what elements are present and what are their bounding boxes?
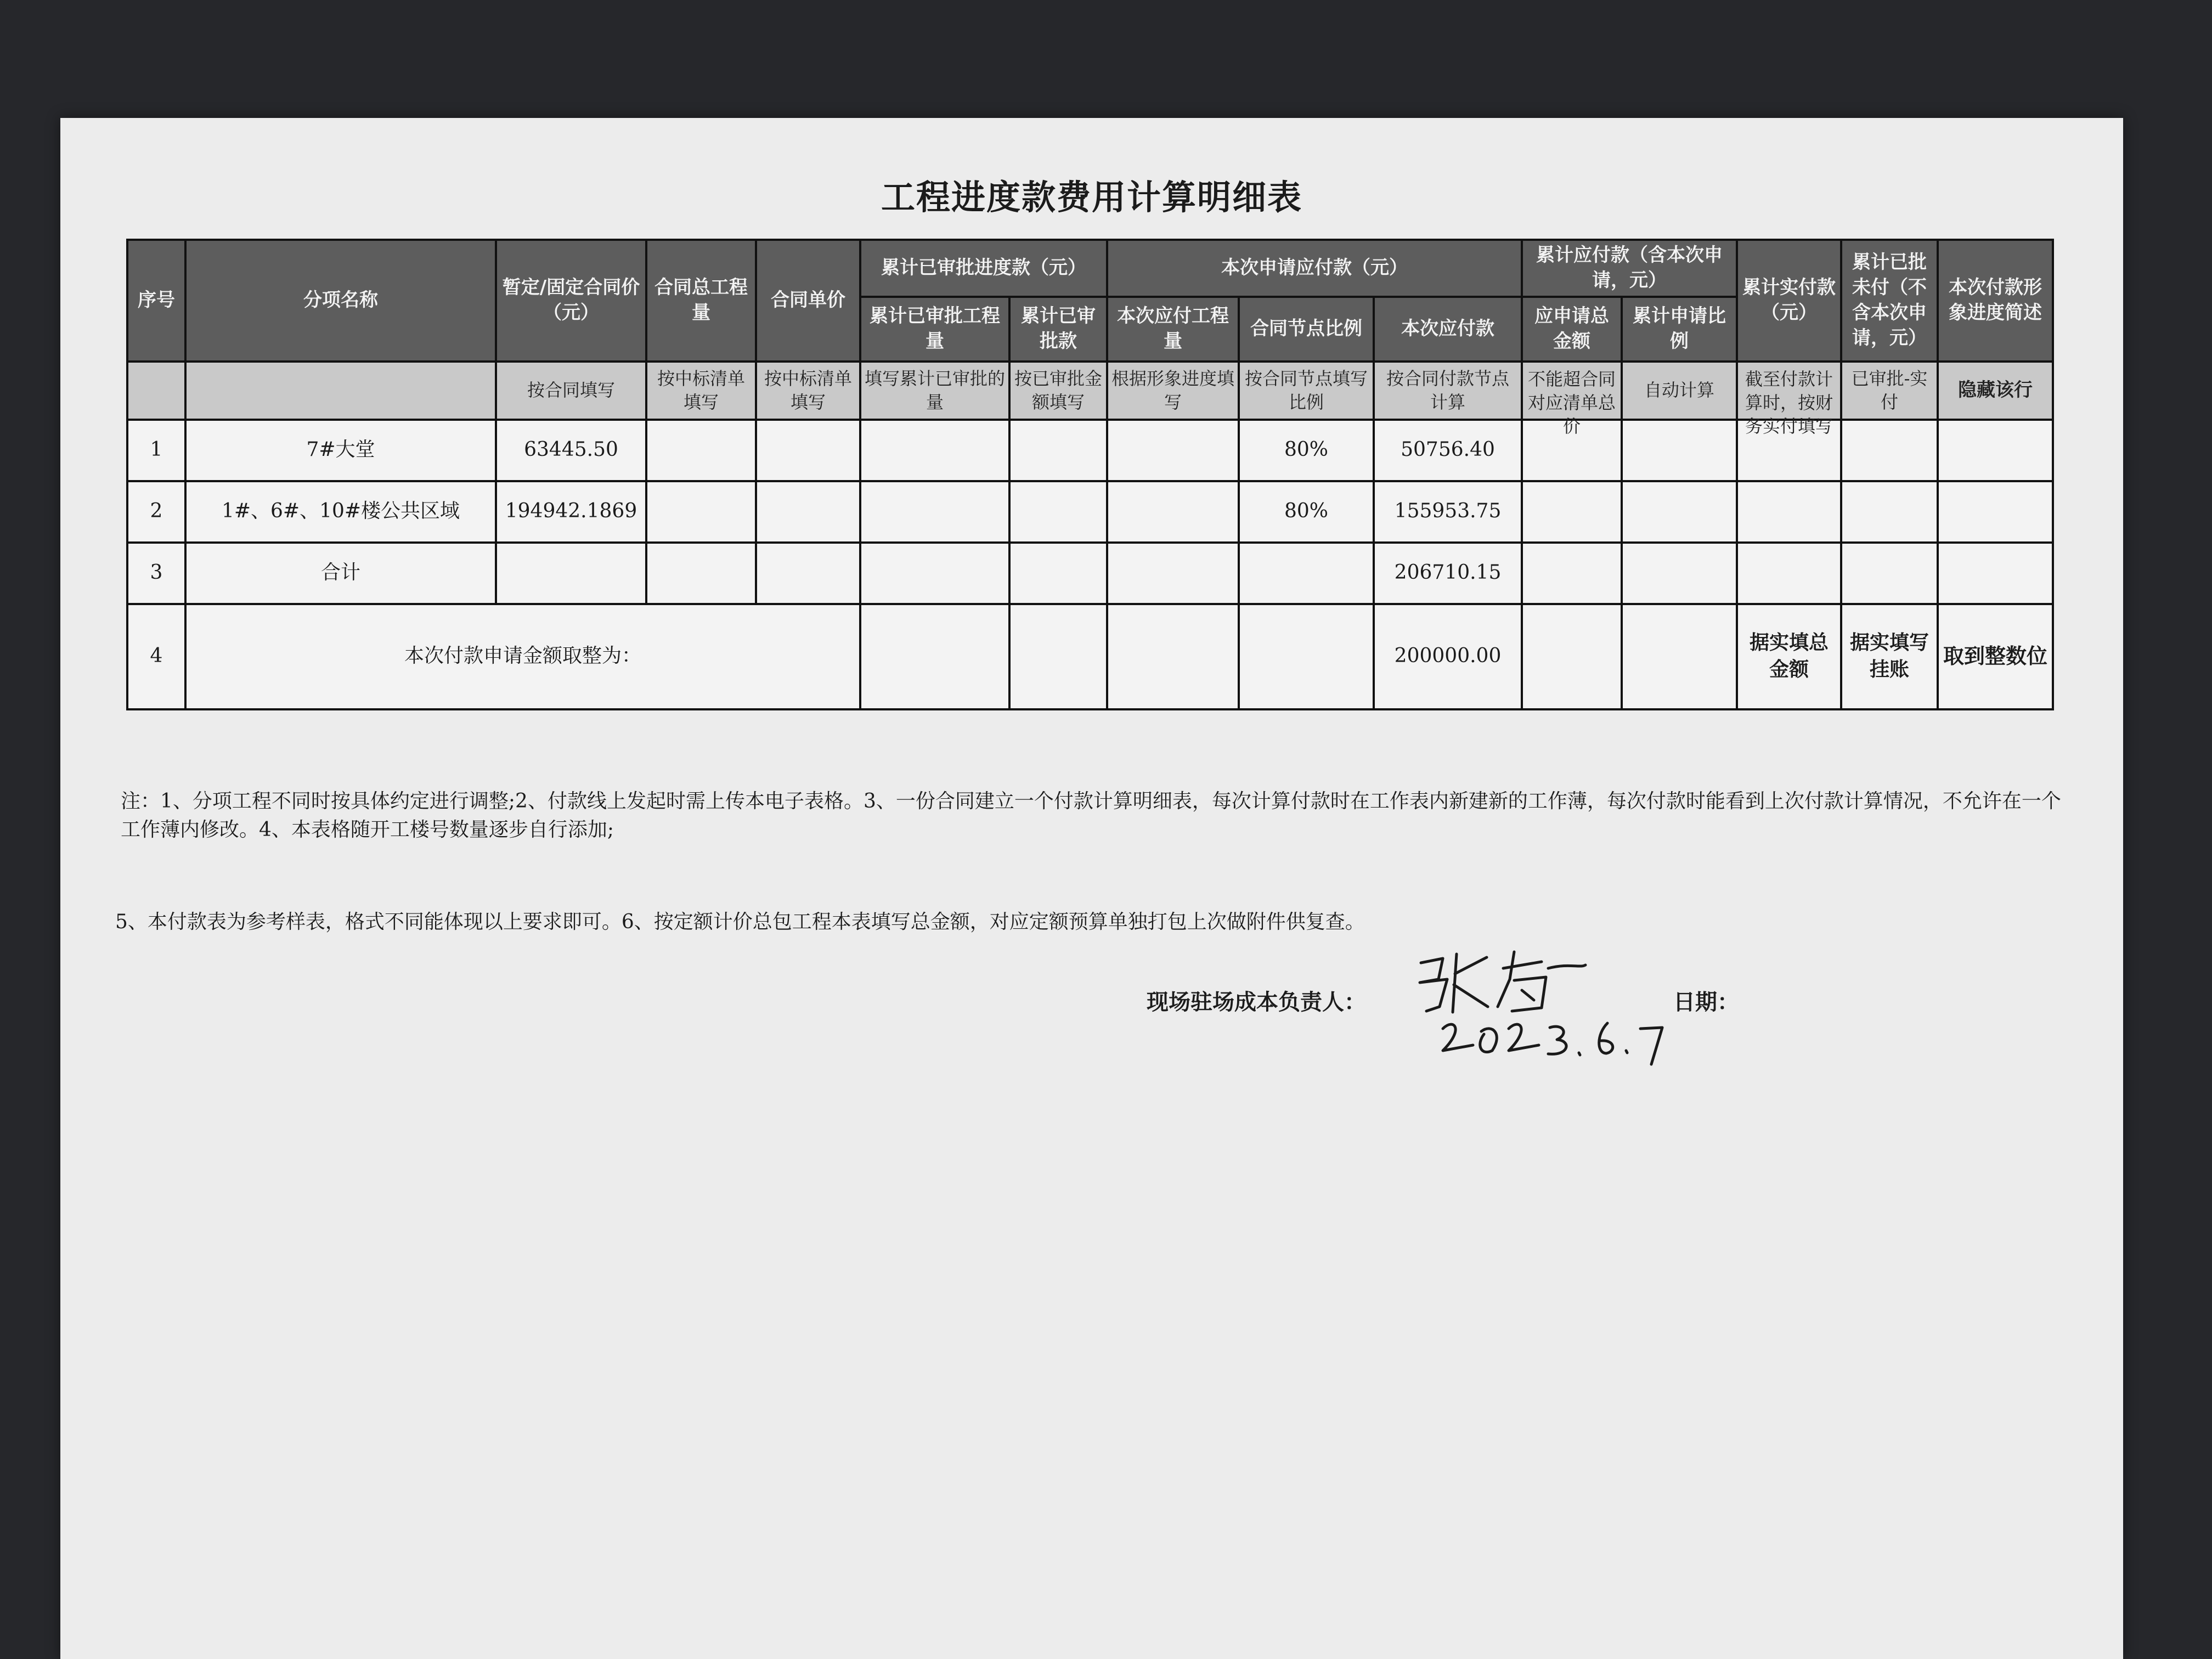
notes-paragraph-1: 注：1、分项工程不同时按具体约定进行调整;2、付款线上发起时需上传本电子表格。3、一份合同建立一个付款计算明细表，每次计算付款时在工作表内新建新的工作薄，每次付款时能看到上次付款计算情况，不允许在一个工作薄内修改。4、本表格随开工楼号数量逐步自行添加; bbox=[121, 790, 2061, 842]
col-item-name: 分项名称 bbox=[185, 240, 496, 362]
row-seq: 2 bbox=[127, 481, 185, 543]
col-cumulative-unpaid: 累计已批未付（不含本次申请，元） bbox=[1841, 240, 1938, 362]
cumulative-paid-note: 据实填总金额 bbox=[1737, 604, 1841, 709]
hint-cell: 已审批-实付 bbox=[1841, 362, 1938, 420]
page-title: 工程进度款费用计算明细表 bbox=[881, 177, 1302, 217]
row-this-amount: 50756.40 bbox=[1374, 420, 1522, 481]
row-contract-price: 63445.50 bbox=[496, 420, 646, 481]
row-seq: 1 bbox=[127, 420, 185, 481]
row-item-name: 合计 bbox=[185, 543, 496, 604]
hint-cell: 按已审批金额填写 bbox=[1009, 362, 1107, 420]
row-contract-price: 194942.1869 bbox=[496, 481, 646, 543]
rounded-amount-value: 200000.00 bbox=[1374, 604, 1522, 709]
table-row bbox=[127, 481, 2053, 543]
rounded-amount-label: 本次付款申请金额取整为： bbox=[185, 604, 860, 709]
progress-desc-note: 取到整数位 bbox=[1938, 604, 2053, 709]
notes-paragraph-2: 5、本付款表为参考样表，格式不同能体现以上要求即可。6、按定额计价总包工程本表填写总金额，对应定额预算单独打包上次做附件供复查。 bbox=[115, 911, 1365, 933]
hint-row bbox=[127, 362, 2053, 420]
hint-cell bbox=[127, 362, 185, 420]
hint-apply-total: 不能超合同对应清单总价 bbox=[1528, 368, 1616, 437]
col-seq: 序号 bbox=[127, 240, 185, 362]
row-item-name: 1#、6#、10#楼公共区域 bbox=[185, 481, 496, 543]
payment-detail-table bbox=[126, 239, 2054, 710]
row-seq: 4 bbox=[127, 604, 185, 709]
hint-cell: 填写累计已审批的量 bbox=[860, 362, 1009, 420]
hint-cell: 按合同节点填写比例 bbox=[1239, 362, 1374, 420]
row-node-ratio: 80% bbox=[1239, 481, 1374, 543]
col-cumulative-paid: 累计实付款 （元） bbox=[1737, 240, 1841, 362]
row-item-name: 7#大堂 bbox=[185, 420, 496, 481]
row-seq: 3 bbox=[127, 543, 185, 604]
col-this-amount: 本次应付款 bbox=[1374, 297, 1522, 362]
col-unit-price: 合同单价 bbox=[756, 240, 860, 362]
cumulative-unpaid-note: 据实填写挂账 bbox=[1841, 604, 1938, 709]
hint-cell: 按合同填写 bbox=[496, 362, 646, 420]
col-progress-description: 本次付款形象进度简述 bbox=[1938, 240, 2053, 362]
table-row-total bbox=[127, 543, 2053, 604]
hint-cell: 按中标清单填写 bbox=[646, 362, 756, 420]
col-apply-total: 应申请总金额 bbox=[1522, 297, 1622, 362]
hint-cell: 隐藏该行 bbox=[1938, 362, 2053, 420]
row-node-ratio: 80% bbox=[1239, 420, 1374, 481]
table-row-rounded-amount bbox=[127, 604, 2053, 709]
group-this-application: 本次申请应付款（元） bbox=[1107, 240, 1522, 297]
hint-cell bbox=[185, 362, 496, 420]
hint-cell bbox=[1737, 362, 1841, 437]
col-cumulative-ratio: 累计申请比例 bbox=[1622, 297, 1737, 362]
document-sheet bbox=[60, 118, 2123, 1659]
row-this-amount: 155953.75 bbox=[1374, 481, 1522, 543]
hint-cell: 根据形象进度填写 bbox=[1107, 362, 1239, 420]
header-row-1 bbox=[127, 240, 2053, 297]
hint-cell: 自动计算 bbox=[1622, 362, 1737, 420]
col-node-ratio: 合同节点比例 bbox=[1239, 297, 1374, 362]
handwritten-signature bbox=[1404, 946, 1679, 1073]
group-cumulative-payable: 累计应付款（含本次申请，元） bbox=[1522, 240, 1737, 297]
responsible-person-label: 现场驻场成本负责人： bbox=[1147, 990, 1366, 1015]
date-label: 日期： bbox=[1673, 990, 1739, 1015]
col-cumulative-approved-qty: 累计已审批工程量 bbox=[860, 297, 1009, 362]
col-cumulative-approved-amount: 累计已审批款 bbox=[1009, 297, 1107, 362]
col-this-quantity: 本次应付工程量 bbox=[1107, 297, 1239, 362]
row-this-amount: 206710.15 bbox=[1374, 543, 1522, 604]
hint-cumulative-paid: 截至付款计算时，按财务实付填写 bbox=[1745, 368, 1833, 437]
col-contract-price: 暂定/固定合同价 （元） bbox=[496, 240, 646, 362]
hint-cell: 按合同付款节点计算 bbox=[1374, 362, 1522, 420]
hint-cell: 按中标清单填写 bbox=[756, 362, 860, 420]
hint-cell bbox=[1522, 362, 1622, 437]
group-cumulative-approved: 累计已审批进度款（元） bbox=[860, 240, 1107, 297]
col-total-quantity: 合同总工程量 bbox=[646, 240, 756, 362]
